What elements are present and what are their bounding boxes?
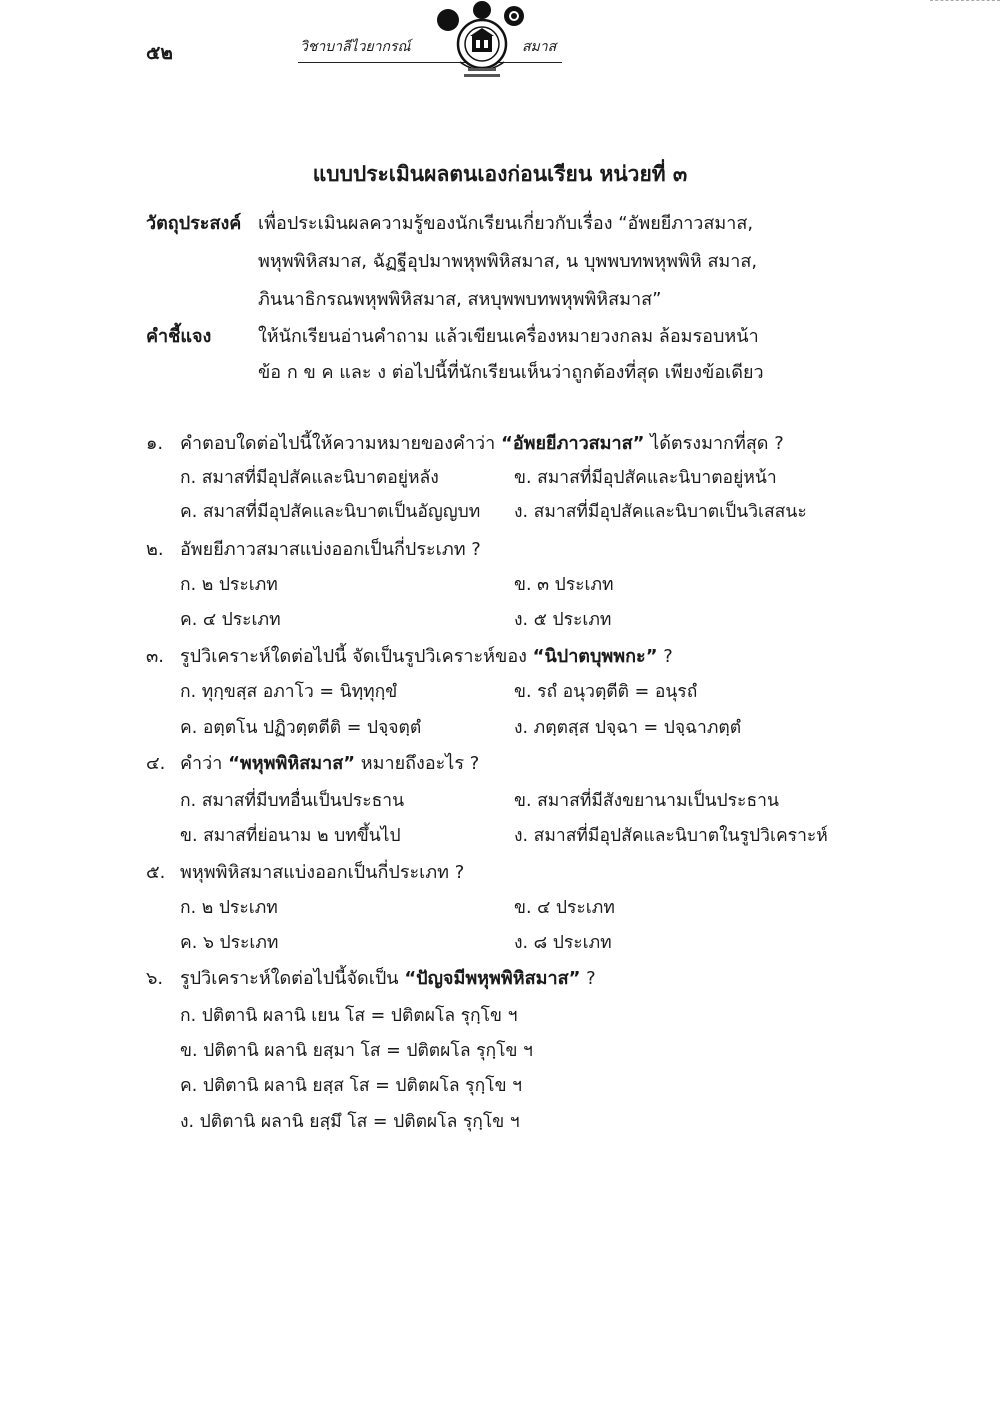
answer-option[interactable]: ก. ๒ ประเภท: [180, 898, 278, 918]
question-4: [146, 748, 479, 777]
emblem-logo: [434, 0, 530, 80]
question-text: คำตอบใดต่อไปนี้ให้ความหมายของคำว่า: [180, 433, 501, 454]
question-term: “อัพยยีภาวสมาส”: [501, 433, 645, 454]
question-text: ?: [580, 968, 596, 989]
question-number: ๖.: [146, 968, 164, 989]
question-number: ๔.: [146, 753, 166, 774]
question-text: รูปวิเคราะห์ใดต่อไปนี้ จัดเป็นรูปวิเคราะห์ของ: [180, 646, 533, 667]
question-number: ๕.: [146, 862, 166, 883]
question-text: คำว่า: [180, 753, 229, 774]
question-text: หมายถึงอะไร ?: [355, 753, 480, 774]
instruction-label: คำชี้แจง: [146, 326, 212, 347]
question-term: “นิปาตบุพพกะ”: [532, 646, 658, 667]
instruction-line: ข้อ ก ข ค และ ง ต่อไปนี้ที่นักเรียนเห็นว่าถูกต้องที่สุด เพียงข้อเดียว: [258, 362, 764, 383]
question-term: “ปัญจมีพหุพพิหิสมาส”: [404, 968, 581, 989]
objective-line: พหุพพิหิสมาส, ฉัฏฐีอุปมาพหุพพิหิสมาส, น บุพพบทพหุพพิหิ สมาส,: [258, 251, 758, 272]
question-number: ๑.: [146, 433, 164, 454]
answer-option[interactable]: ก. ทุกฺขสฺส อภาโว = นิทฺทุกฺขํ: [180, 682, 398, 702]
objective-label: วัตถุประสงค์: [146, 213, 242, 234]
answer-option[interactable]: ค. อตฺตโน ปฏิวตฺตตีติ = ปจฺจตฺตํ: [180, 718, 422, 738]
answer-option[interactable]: ข. รถํ อนุวตฺตีติ = อนุรถํ: [514, 682, 698, 702]
page-title: แบบประเมินผลตนเองก่อนเรียน หน่วยที่ ๓: [312, 162, 688, 186]
answer-option[interactable]: ง. ๘ ประเภท: [514, 933, 612, 953]
question-number: ๓.: [146, 646, 165, 667]
question-6: [146, 963, 596, 992]
question-term: “พหุพพิหิสมาส”: [228, 753, 356, 774]
chapter-name: สมาส: [522, 39, 557, 55]
answer-option[interactable]: ข. สมาสที่มีสังขยานามเป็นประธาน: [514, 791, 779, 811]
instruction-line: ให้นักเรียนอ่านคำถาม แล้วเขียนเครื่องหมายวงกลม ล้อมรอบหน้า: [258, 326, 759, 347]
answer-option[interactable]: ข. ๓ ประเภท: [514, 575, 614, 595]
page-number: ๕๒: [146, 42, 173, 64]
question-text: ได้ตรงมากที่สุด ?: [644, 433, 784, 454]
question-1: [146, 428, 784, 457]
answer-option[interactable]: ง. สมาสที่มีอุปสัคและนิบาตในรูปวิเคราะห์: [514, 826, 828, 846]
answer-option[interactable]: ค. ๔ ประเภท: [180, 610, 281, 630]
question-text: อัพยยีภาวสมาสแบ่งออกเป็นกี่ประเภท ?: [180, 539, 481, 560]
answer-option[interactable]: ก. ปติตานิ ผลานิ เยน โส = ปติตผโล รุกฺโข ฯ: [180, 1006, 518, 1026]
question-text: พหุพพิหิสมาสแบ่งออกเป็นกี่ประเภท ?: [180, 862, 465, 883]
answer-option[interactable]: ง. ๕ ประเภท: [514, 610, 612, 630]
question-3: [146, 641, 673, 670]
answer-option[interactable]: ก. ๒ ประเภท: [180, 575, 278, 595]
answer-option[interactable]: ง. สมาสที่มีอุปสัคและนิบาตเป็นวิเสสนะ: [514, 502, 807, 522]
page-corner-mark: [930, 0, 1000, 21]
book-title: วิชาบาลีไวยากรณ์: [300, 39, 411, 55]
objective-line: เพื่อประเมินผลความรู้ของนักเรียนเกี่ยวกับเรื่อง “อัพยยีภาวสมาส,: [258, 213, 754, 234]
answer-option[interactable]: ข. สมาสที่มีอุปสัคและนิบาตอยู่หน้า: [514, 468, 777, 488]
answer-option[interactable]: ค. ปติตานิ ผลานิ ยสฺส โส = ปติตผโล รุกฺโข ฯ: [180, 1076, 522, 1096]
question-text: ?: [657, 646, 673, 667]
answer-option[interactable]: ง. ภตฺตสฺส ปจฺฉา = ปจฺฉาภตฺตํ: [514, 718, 742, 738]
answer-option[interactable]: ก. สมาสที่มีอุปสัคและนิบาตอยู่หลัง: [180, 468, 439, 488]
question-text: รูปวิเคราะห์ใดต่อไปนี้จัดเป็น: [180, 968, 405, 989]
answer-option[interactable]: ง. ปติตานิ ผลานิ ยสฺมึ โส = ปติตผโล รุกฺโข ฯ: [180, 1112, 520, 1132]
objective-line: ภินนาธิกรณพหุพพิหิสมาส, สหบุพพบทพหุพพิหิสมาส”: [258, 289, 662, 310]
answer-option[interactable]: ข. สมาสที่ย่อนาม ๒ บทขึ้นไป: [180, 826, 401, 846]
answer-option[interactable]: ข. ๔ ประเภท: [514, 898, 615, 918]
question-number: ๒.: [146, 539, 164, 560]
question-2: [146, 534, 481, 563]
answer-option[interactable]: ค. ๖ ประเภท: [180, 933, 279, 953]
question-5: [146, 857, 464, 886]
answer-option[interactable]: ก. สมาสที่มีบทอื่นเป็นประธาน: [180, 791, 405, 811]
answer-option[interactable]: ค. สมาสที่มีอุปสัคและนิบาตเป็นอัญญบท: [180, 502, 481, 522]
answer-option[interactable]: ข. ปติตานิ ผลานิ ยสฺมา โส = ปติตผโล รุกฺโข ฯ: [180, 1041, 533, 1061]
